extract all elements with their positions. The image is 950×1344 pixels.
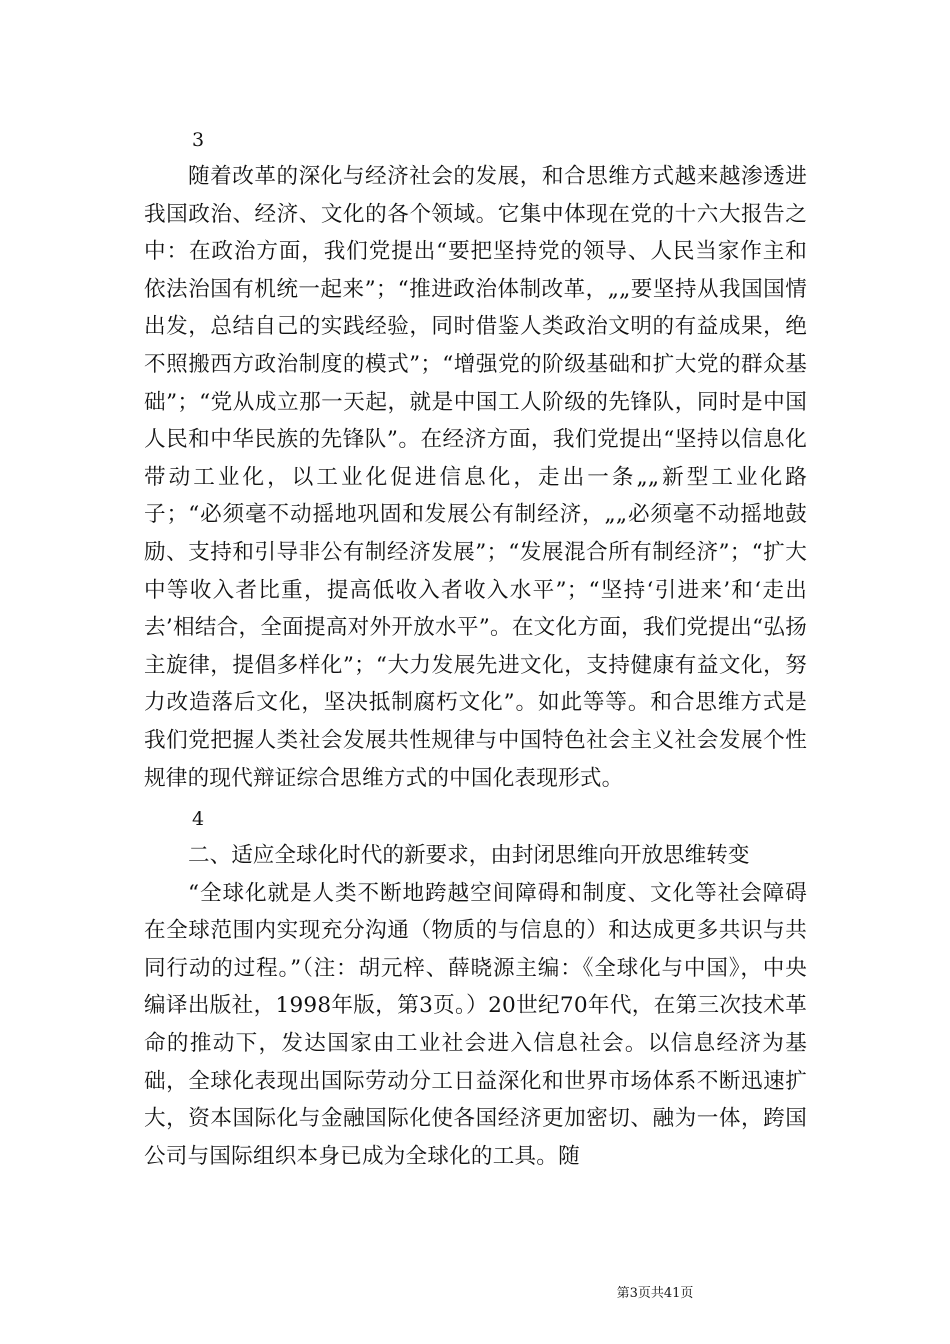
document-body [144, 122, 807, 1175]
section-heading-globalization: 二、适应全球化时代的新要求，由封闭思维向开放思维转变 [188, 843, 750, 869]
paragraph-harmony-thinking: 随着改革的深化与经济社会的发展，和合思维方式越来越渗透进我国政治、经济、文化的各个领域。它集中体现在党的十六大报告之中：在政治方面，我们党提出“要把坚持党的领导、人民当家作主和依法治国有机统一起来”；“推进政治体制改革，„„要坚持从我国国情出发，总结自己的实践经验，同时借鉴人类政治文明的有益成果，绝不照搬西方政治制度的模式”；“增强党的阶级基础和扩大党的群众基础”；“党从成立那一天起，就是中国工人阶级的先锋队，同时是中国人民和中华民族的先锋队”。在经济方面，我们党提出“坚持以信息化带动工业化，以工业化促进信息化，走出一条„„新型工业化路子；“必须毫不动摇地巩固和发展公有制经济，„„必须毫不动摇地鼓励、支持和引导非公有制经济发展”；“发展混合所有制经济”；“扩大中等收入者比重，提高低收入者收入水平”；“坚持‘引进来’和‘走出去’相结合，全面提高对外开放水平”。在文化方面，我们党提出“弘扬主旋律，提倡多样化”；“大力发展先进文化，支持健康有益文化，努力改造落后文化，坚决抵制腐朽文化”。如此等等。和合思维方式是我们党把握人类社会发展共性规律与中国特色社会主义社会发展个性规律的现代辩证综合思维方式的中国化表现形式。 [144, 164, 807, 791]
section-number-3: 3 [192, 129, 205, 151]
page-footer: 第3页共41页 [616, 1286, 694, 1301]
paragraph-globalization: “全球化就是人类不断地跨越空间障碍和制度、文化等社会障碍在全球范围内实现充分沟通（物质的与信息的）和达成更多共识与共同行动的过程。”（注：胡元梓、薛晓源主编：《全球化与中国》，中央编译出版社，1998年版，第3页。）20世纪70年代，在第三次技术革命的推动下，发达国家由工业社会进入信息社会。以信息经济为基础，全球化表现出国际劳动分工日益深化和世界市场体系不断迅速扩大，资本国际化与金融国际化使各国经济更加密切、融为一体，跨国公司与国际组织本身已成为全球化的工具。随 [144, 880, 807, 1169]
section-number-4: 4 [192, 808, 205, 831]
